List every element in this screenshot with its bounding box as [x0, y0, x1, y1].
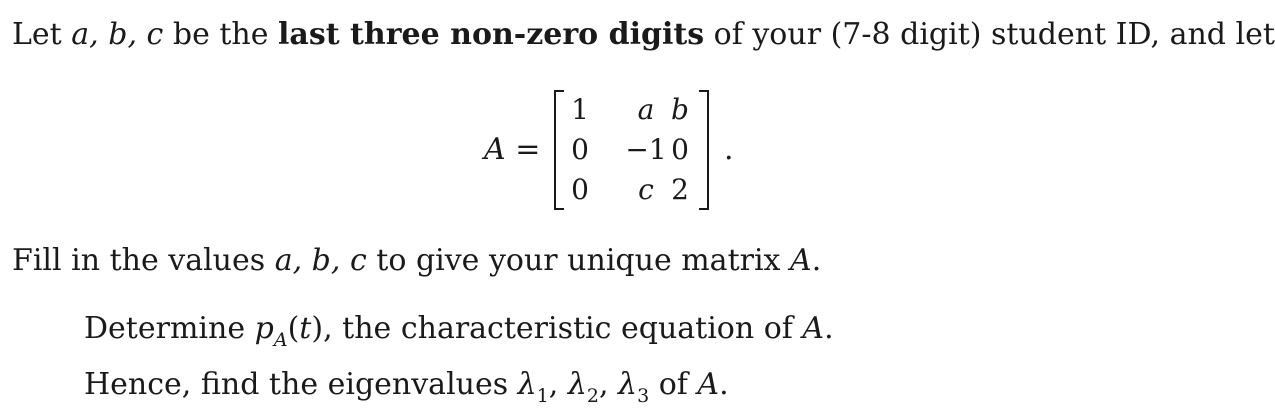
lambda-2-subscript: 2: [586, 385, 599, 407]
determine-text-2: , the characteristic equation of: [323, 311, 803, 346]
intro-sentence: [12, 15, 1275, 55]
poly-subscript: A: [273, 329, 288, 351]
intro-text-1: Let: [12, 17, 72, 52]
hence-instruction: [84, 365, 729, 408]
intro-text-3: of your (7-8 digit) student ID, and let: [704, 17, 1275, 52]
fill-variables: a, b, c: [274, 243, 367, 278]
fill-text-3: .: [811, 243, 822, 278]
determine-matrix-name: A: [802, 311, 825, 346]
fill-matrix-name: A: [790, 243, 812, 278]
fill-text-2: to give your unique matrix: [366, 243, 791, 278]
matrix-definition: [484, 86, 734, 214]
poly-symbol: p: [254, 311, 274, 346]
matrix-cell-3-1: 0: [571, 173, 589, 206]
determine-text-1: Determine: [84, 311, 255, 346]
hence-sep-1: ,: [548, 367, 568, 402]
matrix-name: A: [484, 132, 506, 167]
matrix-cell-1-2: a: [637, 93, 655, 126]
fill-instruction: [12, 241, 821, 281]
determine-instruction: [84, 309, 834, 352]
poly-argument: (t): [287, 311, 324, 346]
matrix-cell-2-2: −1: [625, 133, 667, 166]
matrix-cell-2-3: 0: [671, 133, 689, 166]
matrix-cell-1-3: b: [671, 93, 689, 126]
matrix-cell-3-2: c: [638, 173, 654, 206]
matrix-lhs: [484, 130, 540, 170]
lambda-1-subscript: 1: [536, 385, 549, 407]
hence-text-3: .: [719, 367, 729, 402]
hence-sep-2: ,: [598, 367, 619, 402]
lambda-2: λ: [567, 367, 587, 402]
hence-text-1: Hence, find the eigenvalues: [84, 367, 518, 402]
hence-text-2: of: [649, 367, 698, 402]
equals-sign: =: [505, 132, 541, 167]
matrix-cell-3-3: 2: [671, 173, 689, 206]
intro-text-2: be the: [163, 17, 279, 52]
right-bracket: [699, 90, 709, 210]
matrix-period: .: [724, 132, 734, 167]
determine-text-3: .: [824, 311, 834, 346]
fill-text-1: Fill in the values: [12, 243, 275, 278]
intro-bold-phrase: last three non-zero digits: [278, 17, 705, 52]
lambda-3: λ: [618, 367, 638, 402]
matrix-cell-2-1: 0: [571, 133, 589, 166]
hence-matrix-name: A: [697, 367, 720, 402]
matrix-cell-1-1: 1: [571, 93, 589, 126]
lambda-3-subscript: 3: [637, 385, 650, 407]
lambda-1: λ: [517, 367, 537, 402]
intro-variables: a, b, c: [71, 17, 164, 52]
